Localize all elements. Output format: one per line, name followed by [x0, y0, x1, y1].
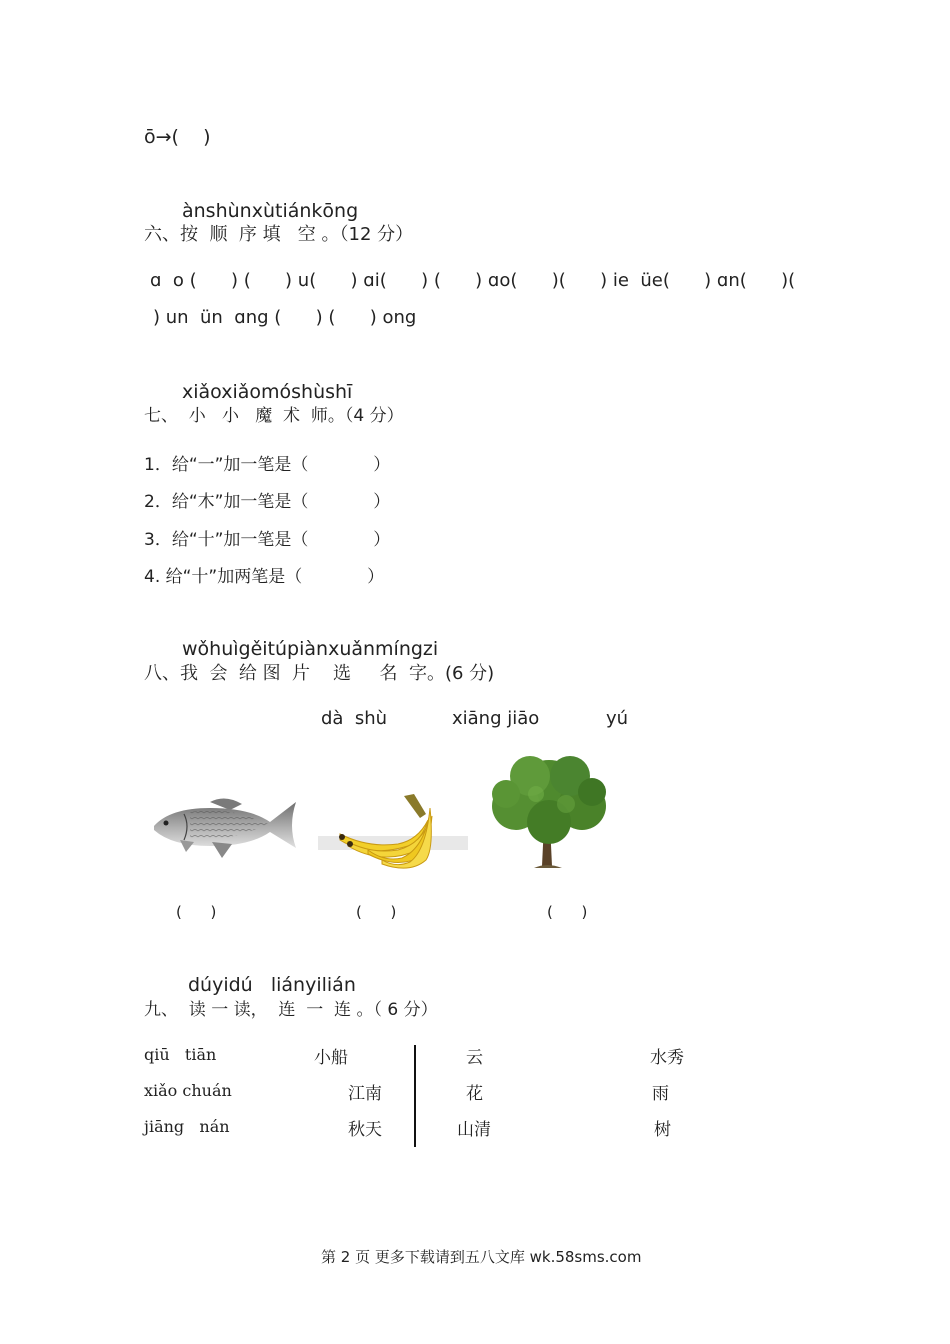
page-footer: 第 2 页 更多下载请到五八文库 wk.58sms.com	[321, 1248, 642, 1266]
banana-image	[318, 790, 470, 872]
word-hua: 花	[466, 1084, 483, 1104]
section6-title: 六、按 顺 序 填 空 。（12 分）	[144, 224, 414, 245]
section7-title: 七、 小 小 魔 术 师。（4 分）	[144, 406, 404, 426]
tree-image	[486, 754, 612, 870]
option-yu: yú	[606, 708, 629, 729]
blank-fish[interactable]: ( )	[176, 903, 217, 921]
word-qiu-tian: 秋天	[348, 1120, 382, 1140]
blank-tree[interactable]: ( )	[547, 903, 588, 921]
answer-line-o: ō→( )	[144, 126, 211, 148]
option-xiang-jiao: xiāng jiāo	[452, 708, 540, 729]
section8-pinyin: wǒhuìgěitúpiànxuǎnmíngzi	[182, 638, 439, 660]
section8-title: 八、我 会 给 图 片 选 名 字。(6 分)	[144, 663, 495, 684]
section7-item-1: 1．给“一”加一笔是（ ）	[144, 455, 391, 475]
word-shan-qing: 山清	[457, 1120, 491, 1140]
pinyin-qiu-tian: qiū tiān	[144, 1045, 217, 1064]
word-xiao-chuan: 小船	[314, 1048, 348, 1068]
fish-image	[150, 792, 300, 862]
section6-pinyin: ànshùnxùtiánkōng	[182, 200, 359, 222]
section7-pinyin: xiǎoxiǎomóshùshī	[182, 381, 353, 403]
word-yun: 云	[466, 1048, 483, 1068]
word-yu: 雨	[652, 1084, 669, 1104]
word-shui-xiu: 水秀	[650, 1048, 684, 1068]
word-jiang-nan: 江南	[348, 1084, 382, 1104]
section6-sequence-line2: ) un ün ɑng ( ) ( ) ong	[153, 307, 417, 328]
section7-item-2: 2．给“木”加一笔是（ ）	[144, 492, 391, 512]
option-da-shu: dà shù	[321, 708, 388, 729]
blank-banana[interactable]: ( )	[356, 903, 397, 921]
section7-item-4: 4. 给“十”加两笔是（ ）	[144, 567, 385, 587]
section9-title: 九、 读 一 读， 连 一 连 。（ 6 分）	[144, 1000, 438, 1020]
section9-pinyin: dúyidú liányilián	[188, 974, 356, 996]
section7-item-3: 3．给“十”加一笔是（ ）	[144, 530, 391, 550]
pinyin-xiao-chuan: xiǎo chuán	[144, 1081, 232, 1100]
word-shu: 树	[654, 1120, 671, 1140]
section6-sequence-line1: ɑ o ( ) ( ) u( ) ɑi( ) ( ) ɑo( )( ) ie üe( ) ɑn( )(	[150, 270, 796, 291]
pinyin-jiang-nan: jiāng nán	[144, 1117, 230, 1136]
divider-line	[414, 1045, 416, 1147]
